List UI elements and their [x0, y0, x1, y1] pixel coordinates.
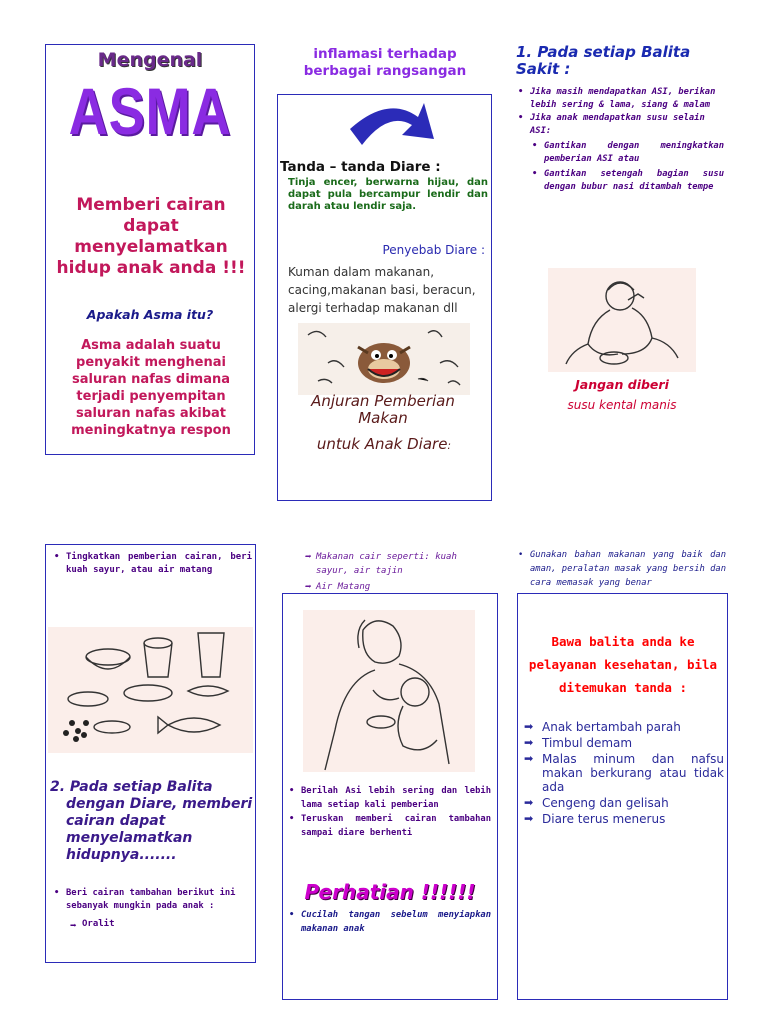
p6-sign-3-text: Malas minum dan nafsu makan berkurang atau tidak ada: [542, 752, 724, 794]
p5-arrow-list: [302, 550, 492, 594]
p6-sign-2: [522, 736, 724, 750]
p3-sub-2: [530, 168, 724, 194]
p5-arrow-item-1: [302, 550, 492, 578]
cause-text: Kuman dalam makanan, cacing,makanan basi, beracun, alergi terhadap makanan dll: [288, 265, 476, 315]
p6-sign-4: [522, 796, 724, 810]
p3-bullet-1-text: Jika masih mendapatkan ASI, berikan lebih sering & lama, siang & malam: [530, 87, 716, 110]
kicker-text: Mengenal: [97, 49, 203, 71]
attention-title: Perhatian !!!!!!: [304, 880, 476, 904]
panel-perhatian: [282, 593, 498, 1000]
p6-list-1: [516, 548, 726, 590]
p3-sub-1: [530, 140, 724, 166]
p6-sign-3: [522, 752, 724, 794]
panel-asma: [45, 44, 255, 455]
p4-bullet-2-text: Beri cairan tambahan berikut ini sebanyak mungkin pada anak :: [66, 888, 236, 911]
p3-heading: 1. Pada setiap Balita Sakit :: [516, 43, 691, 78]
advice-title-2: untuk Anak Diare: [316, 435, 448, 453]
p3-sublist: [530, 140, 724, 194]
p6-sign-5: [522, 812, 724, 826]
p6-sign-5-text: Diare terus menerus: [542, 812, 666, 826]
advice-title-2-wrap: [288, 435, 480, 453]
p5-bullet-2-text: Teruskan memberi cairan tambahan sampai diare berhenti: [301, 814, 491, 838]
p6-sign-2-text: Timbul demam: [542, 736, 633, 750]
answer-text: Asma adalah suatu penyakit menghenai saluran nafas dimana terjadi penyempitan saluran nafas akibat meningkatnya respon: [71, 338, 231, 438]
p3-bullet-2: [516, 112, 724, 194]
p3-bullet-1: [516, 86, 724, 112]
panel-bawa: [517, 593, 728, 1000]
p3-sub-2-text: Gantikan setengah bagian susu dengan bubur nasi ditambah tempe: [544, 169, 724, 192]
p5-arrow-item-2: [302, 580, 492, 594]
p5-arrow-item-2-text: Air Matang: [316, 582, 371, 592]
mother-feeding-illustration: [303, 610, 475, 772]
p4-heading: 2. Pada setiap Balita dengan Diare, memberi cairan dapat menyelamatkan hidupnya.......: [50, 779, 253, 863]
p5-list-1: [287, 784, 491, 840]
p5-bullet-1-text: Berilah Asi lebih sering dan lebih lama setiap kali pemberian: [301, 786, 491, 810]
p5-bullet-1: [287, 784, 491, 812]
p4-arrow-list: [68, 919, 248, 929]
signs-text: Tinja encer, berwarna hijau, dan dapat pula bercampur lendir dan darah atau lendir saja.: [288, 177, 488, 212]
question-text: Apakah Asma itu?: [86, 307, 214, 322]
p4-arrow-item-1: [68, 919, 248, 929]
advice-colon: :: [447, 439, 452, 452]
p5-list-2: [287, 908, 491, 936]
p6-bullet-1: [516, 548, 726, 590]
p3-sub-1-text: Gantikan dengan meningkatkan pemberian ASI atau: [544, 141, 724, 164]
signs-title: Tanda – tanda Diare :: [280, 159, 441, 175]
caption-1: Jangan diberi: [575, 377, 669, 392]
p4-list-1: [52, 551, 252, 577]
p4-bullet-2: [52, 887, 252, 913]
p3-bullet-2-text: Jika anak mendapatkan susu selain ASI:: [530, 113, 705, 136]
p6-bullet-1-text: Gunakan bahan makanan yang baik dan aman, peralatan masak yang bersih dan cara memasak yang benar: [530, 550, 726, 588]
p5-arrow-item-1-text: Makanan cair seperti: kuah sayur, air tajin: [316, 552, 457, 576]
p2-top-text: inflamasi terhadap berbagai rangsangan: [303, 46, 467, 79]
p5-bullet-2: [287, 812, 491, 840]
p4-list-2: [52, 887, 252, 913]
asma-title: ASMA: [68, 74, 232, 148]
p4-bullet-1-text: Tingkatkan pemberian cairan, beri kuah sayur, atau air matang: [66, 552, 252, 575]
caption-2: susu kental manis: [567, 398, 677, 412]
p4-bullet-1: [52, 551, 252, 577]
p6-sign-4-text: Cengeng dan gelisah: [542, 796, 669, 810]
p6-sign-1: [522, 720, 724, 734]
food-illustration: [48, 627, 253, 753]
p3-list: [516, 86, 724, 194]
advice-title-1: Anjuran Pemberian Makan: [311, 392, 455, 427]
cause-title: Penyebab Diare :: [382, 243, 485, 257]
panel-cairan: [45, 544, 256, 963]
panel-diare: [277, 94, 492, 501]
curved-arrow-icon: [348, 89, 438, 159]
alert-text: Bawa balita anda ke pelayanan kesehatan, bila ditemukan tanda :: [528, 634, 718, 695]
p6-sign-1-text: Anak bertambah parah: [542, 720, 681, 734]
p6-sign-list: [522, 720, 724, 828]
taz-illustration: [298, 323, 470, 395]
child-eating-illustration: [548, 268, 696, 372]
p5-bullet-3: [287, 908, 491, 936]
p5-bullet-3-text: Cucilah tangan sebelum menyiapkan makanan anak: [301, 910, 491, 934]
slogan-text: Memberi cairan dapat menyelamatkan hidup anak anda !!!: [56, 195, 246, 278]
p4-arrow-item-1-text: Oralit: [82, 919, 115, 929]
